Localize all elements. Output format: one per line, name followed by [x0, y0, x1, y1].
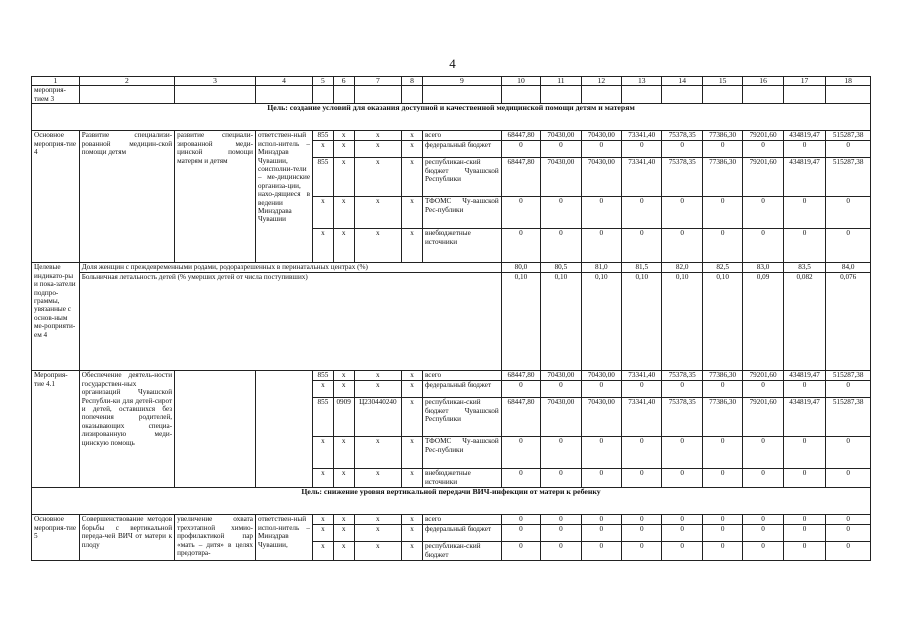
- code-cell: x: [354, 229, 402, 263]
- value-cell: 0: [702, 525, 742, 542]
- value-cell: 0: [662, 437, 702, 469]
- value-cell: 0: [826, 515, 871, 525]
- column-header: 9: [422, 77, 501, 86]
- table-cell: [826, 86, 871, 104]
- value-cell: 81,5: [622, 263, 662, 273]
- funding-source: внебюджетные источники: [422, 229, 501, 263]
- value-cell: 70430,00: [581, 131, 621, 141]
- code-cell: x: [402, 197, 423, 229]
- value-cell: 0: [826, 525, 871, 542]
- value-cell: 0: [501, 542, 540, 561]
- value-cell: 79201,60: [743, 398, 783, 437]
- table-cell: [622, 86, 662, 104]
- code-cell: x: [313, 229, 334, 263]
- code-cell: x: [402, 542, 423, 561]
- value-cell: 0: [743, 229, 783, 263]
- code-cell: x: [313, 525, 334, 542]
- code-cell: x: [313, 469, 334, 488]
- value-cell: 0: [743, 542, 783, 561]
- value-cell: 0: [581, 197, 621, 229]
- column-header: 11: [541, 77, 581, 86]
- column-header: 15: [702, 77, 742, 86]
- funding-source: внебюджетные источники: [422, 469, 501, 488]
- value-cell: 68447,80: [501, 371, 540, 381]
- target-row: [32, 263, 871, 273]
- funding-source: всего: [422, 131, 501, 141]
- measure-responsible: ответствен-ный испол-нитель – Минздрав Чувашии,: [256, 515, 313, 561]
- measure-result: развитие специали-зированной меди-цинской помощи матерям и детям: [175, 131, 256, 263]
- goal-row: [32, 104, 871, 131]
- code-cell: x: [402, 398, 423, 437]
- value-cell: 0: [702, 197, 742, 229]
- value-cell: 77386,30: [702, 398, 742, 437]
- code-cell: x: [333, 371, 354, 381]
- value-cell: 75378,35: [662, 158, 702, 197]
- value-cell: 0: [783, 469, 826, 488]
- table-cell: [354, 86, 402, 104]
- code-cell: x: [333, 515, 354, 525]
- value-cell: 0: [541, 381, 581, 398]
- table-row: [32, 131, 871, 141]
- value-cell: 0: [702, 515, 742, 525]
- goal-row: [32, 488, 871, 515]
- code-cell: x: [402, 131, 423, 141]
- value-cell: 0: [622, 141, 662, 158]
- value-cell: 0: [743, 525, 783, 542]
- value-cell: 75378,35: [662, 131, 702, 141]
- value-cell: 70430,00: [541, 131, 581, 141]
- funding-source: ТФОМС Чу-вашской Рес-публики: [422, 437, 501, 469]
- value-cell: 0: [783, 525, 826, 542]
- measure-name: Основное мероприя-тие 4: [32, 131, 80, 263]
- value-cell: 0,09: [743, 273, 783, 371]
- value-cell: 0,10: [501, 273, 540, 371]
- measure-responsible: ответствен-ный испол-нитель – Минздрав Чувашии, соисполни-тели – ме-дицинские организа-ции, нахо-дящиеся в ведении Минздрава Чувашии: [256, 131, 313, 263]
- value-cell: 0: [622, 542, 662, 561]
- code-cell: x: [354, 469, 402, 488]
- value-cell: 75378,35: [662, 371, 702, 381]
- value-cell: 0: [826, 437, 871, 469]
- measure-result: [175, 371, 256, 488]
- value-cell: 79201,60: [743, 131, 783, 141]
- code-cell: 855: [313, 398, 334, 437]
- value-cell: 0: [662, 515, 702, 525]
- code-cell: x: [354, 437, 402, 469]
- column-header: 1: [32, 77, 80, 86]
- value-cell: 0: [743, 381, 783, 398]
- value-cell: 82,5: [702, 263, 742, 273]
- target-indicator: Доля женщин с преждевременными родами, родоразрешенных в перинатальных центрах (%): [79, 263, 501, 273]
- goal-heading: Цель: снижение уровня вертикальной передачи ВИЧ-инфекции от матери к ребенку: [32, 488, 871, 515]
- value-cell: 77386,30: [702, 371, 742, 381]
- value-cell: 0,082: [783, 273, 826, 371]
- value-cell: 73341,40: [622, 398, 662, 437]
- value-cell: 0,10: [541, 273, 581, 371]
- value-cell: 0: [783, 197, 826, 229]
- value-cell: 0: [826, 141, 871, 158]
- value-cell: 0: [702, 381, 742, 398]
- value-cell: 0: [702, 141, 742, 158]
- measure-name: Мероприя-тие 4.1: [32, 371, 80, 488]
- value-cell: 0: [662, 141, 702, 158]
- value-cell: 0: [622, 437, 662, 469]
- funding-source: всего: [422, 371, 501, 381]
- funding-source: федеральный бюджет: [422, 141, 501, 158]
- measure-responsible: [256, 371, 313, 488]
- code-cell: x: [313, 141, 334, 158]
- table-cell: [581, 86, 621, 104]
- code-cell: x: [333, 229, 354, 263]
- value-cell: 84,0: [826, 263, 871, 273]
- code-cell: x: [354, 542, 402, 561]
- code-cell: Ц230440240: [354, 398, 402, 437]
- code-cell: x: [333, 381, 354, 398]
- value-cell: 0,10: [581, 273, 621, 371]
- code-cell: x: [333, 197, 354, 229]
- value-cell: 68447,80: [501, 131, 540, 141]
- table-cell: [256, 86, 313, 104]
- value-cell: 0: [501, 141, 540, 158]
- value-cell: 0: [783, 141, 826, 158]
- value-cell: 0: [662, 229, 702, 263]
- value-cell: 73341,40: [622, 158, 662, 197]
- table-cell: [175, 86, 256, 104]
- code-cell: x: [354, 141, 402, 158]
- value-cell: 434819,47: [783, 371, 826, 381]
- funding-source: республикан-ский бюджет Чувашской Республики: [422, 398, 501, 437]
- code-cell: x: [402, 515, 423, 525]
- value-cell: 515287,38: [826, 158, 871, 197]
- target-indicator: Больничная летальность детей (% умерших детей от числа поступивших): [79, 273, 501, 371]
- value-cell: 0: [743, 469, 783, 488]
- code-cell: x: [402, 469, 423, 488]
- value-cell: 0: [622, 381, 662, 398]
- value-cell: 0: [581, 525, 621, 542]
- table-row: [32, 371, 871, 381]
- table-cell: [743, 86, 783, 104]
- value-cell: 0: [541, 141, 581, 158]
- code-cell: x: [402, 371, 423, 381]
- table-cell: [501, 86, 540, 104]
- value-cell: 0: [501, 197, 540, 229]
- value-cell: 0: [501, 469, 540, 488]
- value-cell: 0,10: [622, 273, 662, 371]
- value-cell: 0: [622, 229, 662, 263]
- value-cell: 70430,00: [541, 398, 581, 437]
- code-cell: x: [402, 437, 423, 469]
- value-cell: 70430,00: [581, 371, 621, 381]
- value-cell: 80,0: [501, 263, 540, 273]
- value-cell: 0: [743, 437, 783, 469]
- value-cell: 68447,80: [501, 158, 540, 197]
- column-header: 14: [662, 77, 702, 86]
- value-cell: 515287,38: [826, 371, 871, 381]
- column-header: 5: [313, 77, 334, 86]
- value-cell: 79201,60: [743, 158, 783, 197]
- code-cell: x: [354, 158, 402, 197]
- value-cell: 0: [541, 525, 581, 542]
- column-header: 8: [402, 77, 423, 86]
- value-cell: 0: [743, 197, 783, 229]
- column-header: 10: [501, 77, 540, 86]
- measure-name: мероприя-тием 3: [32, 86, 80, 104]
- targets-label: Целевые индикато-ры и пока-затели подпро-граммы, увязанные с основ-ным ме-роприяти-ем 4: [32, 263, 80, 371]
- table-cell: [783, 86, 826, 104]
- table-row: [32, 515, 871, 525]
- value-cell: 0: [783, 437, 826, 469]
- column-header: 7: [354, 77, 402, 86]
- code-cell: x: [333, 437, 354, 469]
- value-cell: 0: [541, 229, 581, 263]
- column-header: 2: [79, 77, 174, 86]
- code-cell: x: [333, 141, 354, 158]
- code-cell: x: [333, 131, 354, 141]
- code-cell: 855: [313, 371, 334, 381]
- value-cell: 70430,00: [581, 158, 621, 197]
- value-cell: 0: [702, 437, 742, 469]
- table-cell: [79, 86, 174, 104]
- code-cell: 855: [313, 131, 334, 141]
- value-cell: 0: [581, 515, 621, 525]
- column-header: 3: [175, 77, 256, 86]
- value-cell: 0,076: [826, 273, 871, 371]
- value-cell: 0: [622, 469, 662, 488]
- continuation-row: [32, 86, 871, 104]
- code-cell: x: [333, 525, 354, 542]
- table-cell: [662, 86, 702, 104]
- value-cell: 0: [662, 542, 702, 561]
- code-cell: x: [402, 158, 423, 197]
- value-cell: 73341,40: [622, 131, 662, 141]
- value-cell: 0: [702, 229, 742, 263]
- value-cell: 0: [541, 437, 581, 469]
- value-cell: 0: [826, 229, 871, 263]
- value-cell: 83,5: [783, 263, 826, 273]
- value-cell: 515287,38: [826, 131, 871, 141]
- code-cell: x: [313, 381, 334, 398]
- column-header: 6: [333, 77, 354, 86]
- code-cell: 0909: [333, 398, 354, 437]
- value-cell: 0: [783, 381, 826, 398]
- code-cell: x: [402, 381, 423, 398]
- value-cell: 0: [783, 515, 826, 525]
- target-row: [32, 273, 871, 371]
- funding-source: федеральный бюджет: [422, 381, 501, 398]
- value-cell: 0: [581, 141, 621, 158]
- code-cell: x: [402, 525, 423, 542]
- value-cell: 0: [501, 515, 540, 525]
- funding-source: республикан-ский бюджет Чувашской Республики: [422, 158, 501, 197]
- measure-title: Обеспечение деятель-ности государствен-ных организаций Чувашской Республи-ки для детей-сирот и детей, оставшихся без попечения родителей, оказывающих специа-лизированную меди-цинскую помощь: [79, 371, 174, 488]
- value-cell: 0: [783, 542, 826, 561]
- value-cell: 0: [783, 229, 826, 263]
- funding-source: федеральный бюджет: [422, 525, 501, 542]
- value-cell: 0: [581, 437, 621, 469]
- table-cell: [702, 86, 742, 104]
- value-cell: 0: [501, 525, 540, 542]
- funding-source: ТФОМС Чу-вашской Рес-публики: [422, 197, 501, 229]
- measure-name: Основное мероприя-тие 5: [32, 515, 80, 561]
- code-cell: x: [354, 131, 402, 141]
- value-cell: 83,0: [743, 263, 783, 273]
- value-cell: 0: [743, 515, 783, 525]
- value-cell: 75378,35: [662, 398, 702, 437]
- value-cell: 82,0: [662, 263, 702, 273]
- value-cell: 0: [501, 229, 540, 263]
- header-row: [32, 77, 871, 86]
- table-cell: [402, 86, 423, 104]
- value-cell: 0: [501, 437, 540, 469]
- value-cell: 0: [622, 197, 662, 229]
- value-cell: 0: [541, 197, 581, 229]
- value-cell: 0: [826, 381, 871, 398]
- code-cell: x: [313, 515, 334, 525]
- code-cell: x: [333, 469, 354, 488]
- value-cell: 70430,00: [541, 371, 581, 381]
- code-cell: x: [354, 371, 402, 381]
- code-cell: 855: [313, 158, 334, 197]
- value-cell: 0: [826, 542, 871, 561]
- table-cell: [422, 86, 501, 104]
- goal-heading: Цель: создание условий для оказания доступной и качественной медицинской помощи детям и матерям: [32, 104, 871, 131]
- value-cell: 0: [541, 542, 581, 561]
- code-cell: x: [313, 197, 334, 229]
- value-cell: 0: [743, 141, 783, 158]
- value-cell: 0: [662, 525, 702, 542]
- code-cell: x: [354, 525, 402, 542]
- value-cell: 0: [541, 515, 581, 525]
- code-cell: x: [333, 158, 354, 197]
- value-cell: 0: [702, 469, 742, 488]
- value-cell: 81,0: [581, 263, 621, 273]
- table-cell: [313, 86, 334, 104]
- value-cell: 0: [501, 381, 540, 398]
- column-header: 12: [581, 77, 621, 86]
- value-cell: 0: [581, 469, 621, 488]
- code-cell: x: [402, 229, 423, 263]
- value-cell: 80,5: [541, 263, 581, 273]
- measure-result: увеличение охвата трехэтапной химио-профилактикой пар «мать – дитя» в целях предотвра-: [175, 515, 256, 561]
- value-cell: 70430,00: [581, 398, 621, 437]
- value-cell: 0: [662, 197, 702, 229]
- column-header: 18: [826, 77, 871, 86]
- value-cell: 0: [826, 197, 871, 229]
- value-cell: 0,10: [662, 273, 702, 371]
- value-cell: 434819,47: [783, 131, 826, 141]
- page-number: 4: [449, 56, 456, 71]
- value-cell: 0: [581, 229, 621, 263]
- code-cell: x: [333, 542, 354, 561]
- code-cell: x: [313, 437, 334, 469]
- column-header: 4: [256, 77, 313, 86]
- value-cell: 0,10: [702, 273, 742, 371]
- value-cell: 77386,30: [702, 158, 742, 197]
- table-cell: [333, 86, 354, 104]
- value-cell: 434819,47: [783, 158, 826, 197]
- value-cell: 515287,38: [826, 398, 871, 437]
- code-cell: x: [354, 381, 402, 398]
- value-cell: 0: [702, 542, 742, 561]
- value-cell: 0: [662, 381, 702, 398]
- value-cell: 70430,00: [541, 158, 581, 197]
- measure-title: Развитие специализи-рованной медицин-ской помощи детям: [79, 131, 174, 263]
- column-header: 16: [743, 77, 783, 86]
- funding-source: всего: [422, 515, 501, 525]
- value-cell: 79201,60: [743, 371, 783, 381]
- budget-table: [31, 76, 871, 561]
- column-header: 17: [783, 77, 826, 86]
- value-cell: 0: [662, 469, 702, 488]
- column-header: 13: [622, 77, 662, 86]
- code-cell: x: [354, 515, 402, 525]
- value-cell: 0: [541, 469, 581, 488]
- value-cell: 73341,40: [622, 371, 662, 381]
- funding-source: республикан-ский бюджет: [422, 542, 501, 561]
- table-cell: [541, 86, 581, 104]
- value-cell: 0: [622, 515, 662, 525]
- value-cell: 77386,30: [702, 131, 742, 141]
- code-cell: x: [354, 197, 402, 229]
- value-cell: 0: [826, 469, 871, 488]
- value-cell: 0: [581, 381, 621, 398]
- value-cell: 0: [581, 542, 621, 561]
- measure-title: Совершенствование методов борьбы с вертикальной переда-чей ВИЧ от матери к плоду: [79, 515, 174, 561]
- code-cell: x: [313, 542, 334, 561]
- value-cell: 68447,80: [501, 398, 540, 437]
- code-cell: x: [402, 141, 423, 158]
- value-cell: 434819,47: [783, 398, 826, 437]
- value-cell: 0: [622, 525, 662, 542]
